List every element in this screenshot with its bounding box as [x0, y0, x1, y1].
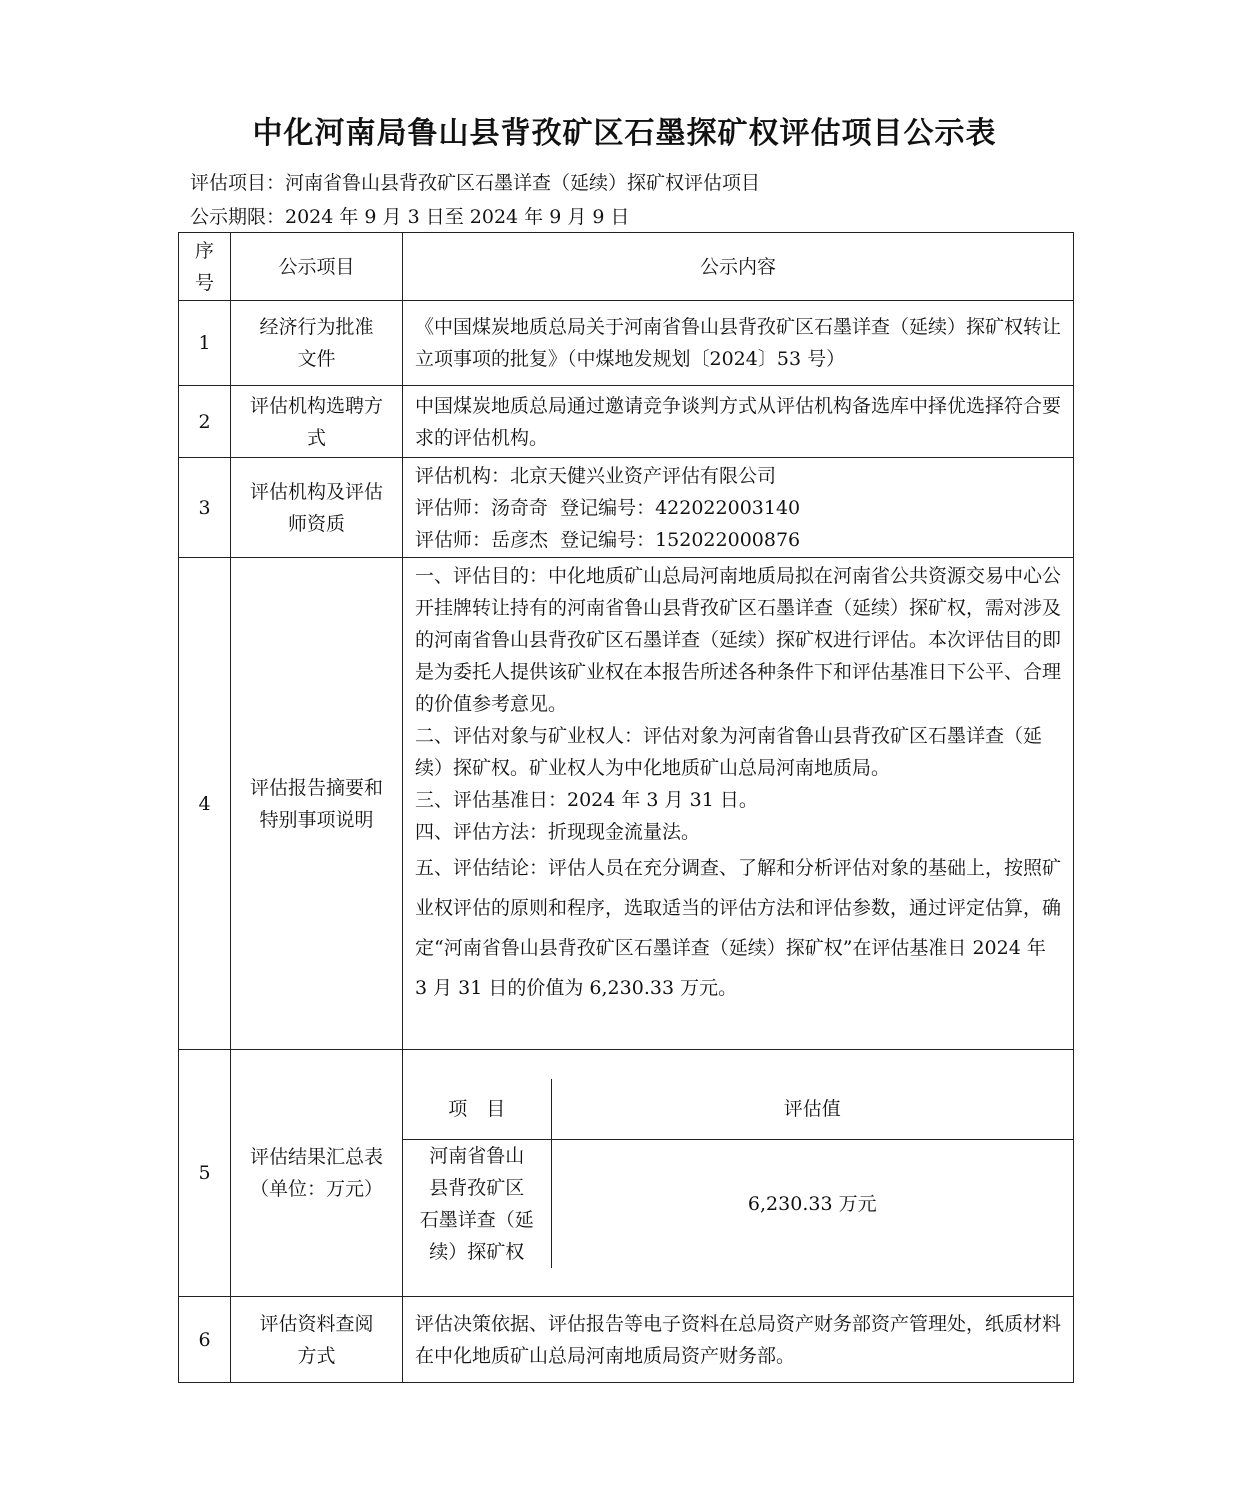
row-item-line1: 评估机构及评估: [249, 480, 383, 503]
summary-purpose: 一、评估目的：中化地质矿山总局河南地质局拟在河南省公共资源交易中心公开挂牌转让持有的河南省鲁山县背孜矿区石墨详查（延续）探矿权，需对涉及的河南省鲁山县背孜矿区石墨详查（延续）探矿权进行评估。本次评估目的即是为委托人提供该矿业权在本报告所述各种条件下和评估基准日下公平、合理的价值参考意见。: [415, 565, 1062, 715]
project-line: 评估项目：河南省鲁山县背孜矿区石墨详查（延续）探矿权评估项目: [190, 172, 761, 194]
header-item: 公示项目: [231, 233, 403, 301]
result-item-line1: 河南省鲁山: [429, 1144, 525, 1167]
row-item-line2: 式: [306, 426, 326, 449]
header-num-line1: 序: [194, 239, 214, 262]
page-title: 中化河南局鲁山县背孜矿区石墨探矿权评估项目公示表: [252, 116, 997, 151]
row-item: [231, 301, 403, 386]
row-item: [231, 1050, 403, 1297]
header-num: [179, 233, 231, 301]
row-item-line1: 评估报告摘要和: [249, 776, 383, 799]
row-item-line1: 评估资料查阅: [259, 1312, 374, 1335]
result-summary-table: [403, 1079, 1073, 1268]
result-item: [403, 1139, 551, 1268]
summary-base-date: 三、评估基准日：2024 年 3 月 31 日。: [415, 789, 758, 811]
summary-method: 四、评估方法：折现现金流量法。: [415, 821, 701, 843]
row-item-line1: 经济行为批准: [259, 316, 374, 338]
table-row: [179, 558, 1074, 1050]
header-num-line2: 号: [194, 271, 214, 294]
row-item-line2: 文件: [297, 348, 336, 370]
row-num: 4: [179, 558, 231, 1050]
summary-object: 二、评估对象与矿业权人：评估对象为河南省鲁山县背孜矿区石墨详查（延续）探矿权。矿业权人为中化地质矿山总局河南地质局。: [415, 725, 1043, 779]
row-item-line1: 评估结果汇总表: [249, 1146, 383, 1168]
row-item: [231, 1297, 403, 1383]
header-content: 公示内容: [403, 233, 1074, 301]
appraisal-firm: 评估机构：北京天健兴业资产评估有限公司: [415, 464, 777, 487]
row-content: 《中国煤炭地质总局关于河南省鲁山县背孜矿区石墨详查（延续）探矿权转让立项事项的批复》（中煤地发规划〔2024〕53 号）: [403, 301, 1074, 386]
table-row: [179, 301, 1074, 386]
period-line: 公示期限：2024 年 9 月 3 日至 2024 年 9 月 9 日: [190, 206, 630, 228]
table-row: [179, 386, 1074, 458]
table-row: [179, 1050, 1074, 1297]
row-num: 3: [179, 458, 231, 558]
row-content: 中国煤炭地质总局通过邀请竞争谈判方式从评估机构备选库中择优选择符合要求的评估机构。: [403, 386, 1074, 458]
result-header-value: 评估值: [551, 1079, 1073, 1140]
appraiser-2: 评估师：岳彦杰 登记编号：152022000876: [415, 528, 801, 551]
result-header-item: 项 目: [403, 1079, 551, 1140]
result-summary-header: [403, 1079, 1073, 1140]
table-header-row: [179, 233, 1074, 301]
disclosure-table: [178, 232, 1074, 1383]
row-item-line2: （单位：万元）: [249, 1178, 383, 1200]
result-item-line2: 县背孜矿区: [429, 1176, 525, 1199]
row-item-line1: 评估机构选聘方: [249, 394, 383, 417]
result-summary-row: [403, 1139, 1073, 1268]
row-num: 1: [179, 301, 231, 386]
result-summary-cell: [403, 1050, 1074, 1297]
result-value: 6,230.33 万元: [747, 1192, 877, 1215]
row-item-line2: 师资质: [287, 512, 345, 535]
result-item-line4: 续）探矿权: [429, 1240, 525, 1263]
row-num: 5: [179, 1050, 231, 1297]
row-item: [231, 558, 403, 1050]
row-content: 评估决策依据、评估报告等电子资料在总局资产财务部资产管理处，纸质材料在中化地质矿山总局河南地质局资产财务部。: [403, 1297, 1074, 1383]
row-item: [231, 386, 403, 458]
result-item-line3: 石墨详查（延: [419, 1208, 534, 1231]
row-content: [403, 458, 1074, 558]
table-row: [179, 458, 1074, 558]
row-item: [231, 458, 403, 558]
summary-conclusion: 五、评估结论：评估人员在充分调查、了解和分析评估对象的基础上，按照矿业权评估的原则和程序，选取适当的评估方法和评估参数，通过评定估算，确定“河南省鲁山县背孜矿区石墨详查（延续）探矿权”在评估基准日 2024 年 3 月 31 日的价值为 6,230.33 万元。: [415, 857, 1062, 999]
row-num: 2: [179, 386, 231, 458]
row-item-line2: 特别事项说明: [259, 808, 374, 831]
table-row: [179, 1297, 1074, 1383]
appraiser-1: 评估师：汤奇奇 登记编号：422022003140: [415, 496, 801, 519]
row-item-line2: 方式: [297, 1344, 336, 1367]
row-content: [403, 558, 1074, 1050]
row-num: 6: [179, 1297, 231, 1383]
